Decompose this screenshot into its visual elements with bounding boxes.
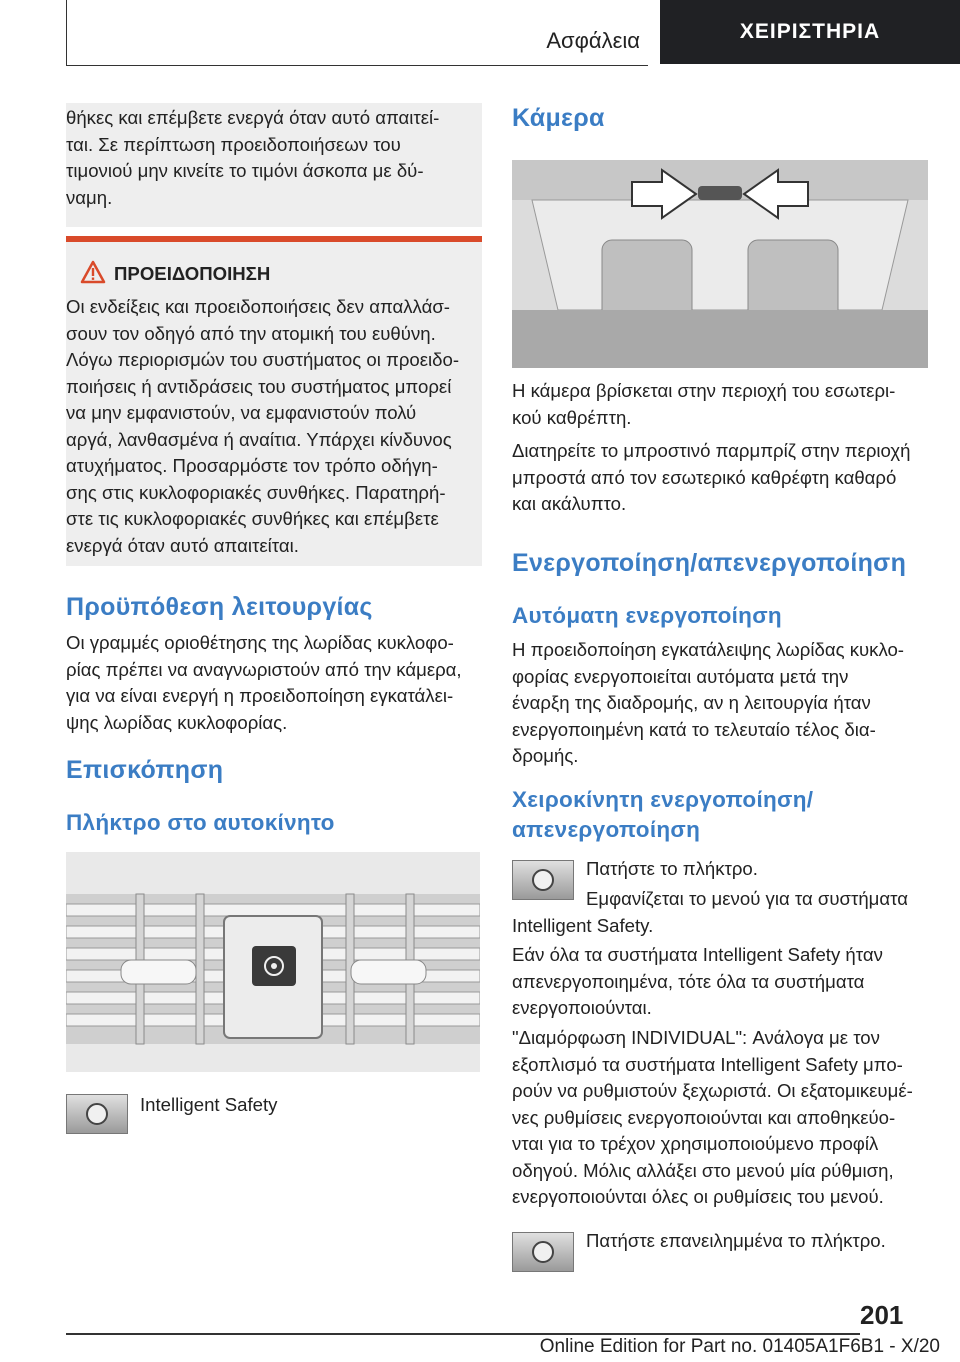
- individual-line: νται για το τρέχον χρησιμοποιούμενο προφίλ: [512, 1133, 879, 1154]
- warning-title: ΠΡΟΕΙΔΟΠΟΙΗΣΗ: [114, 263, 271, 284]
- camera-line: Η κάμερα βρίσκεται στην περιοχή του εσωτερι-: [512, 380, 896, 401]
- individual-line: ρούν να ρυθμιστούν ξεχωριστά. Οι εξατομικευμέ-: [512, 1080, 913, 1101]
- car-interior-illustration: [512, 160, 928, 368]
- intelligent-safety-button-icon: [66, 1094, 128, 1134]
- chapter-tab: ΧΕΙΡΙΣΤΗΡΙΑ: [660, 0, 960, 64]
- heading-camera: Κάμερα: [512, 104, 605, 132]
- warning-line: σουν τον οδηγό από την ατομική του ευθύνη.: [66, 322, 436, 344]
- prereq-line: ψης λωρίδας κυκλοφορίας.: [66, 711, 288, 733]
- press-button-text: Πατήστε το πλήκτρο.: [586, 858, 758, 879]
- intelligent-safety-button-icon: [512, 1232, 574, 1272]
- heading-overview: Επισκόπηση: [66, 756, 224, 784]
- auto-line: έναρξη της διαδρομής, αν η λειτουργία ήταν: [512, 692, 871, 713]
- heading-activation: Ενεργοποίηση/απενεργοποίηση: [512, 549, 907, 577]
- intro-line: ται. Σε περίπτωση προειδοποιήσεων του: [66, 133, 401, 155]
- warning-header: [66, 260, 482, 288]
- camera-line: Διατηρείτε το μπροστινό παρμπρίζ στην περιοχή: [512, 440, 911, 461]
- heading-button-in-car: Πλήκτρο στο αυτοκίνητο: [66, 810, 335, 835]
- heading-manual-1: Χειροκίνητη ενεργοποίηση/: [512, 787, 814, 812]
- all-off-line: απενεργοποιημένα, τότε όλα τα συστήματα: [512, 970, 865, 992]
- auto-line: δρομής.: [512, 745, 579, 766]
- edition-text: Online Edition for Part no. 01405A1F6B1 - X/20: [539, 1336, 940, 1357]
- all-off-line: Εάν όλα τα συστήματα Intelligent Safety ήταν: [512, 944, 883, 965]
- auto-line: ενεργοποιημένη κατά το τελευταίο τέλος δια-: [512, 718, 876, 740]
- warning-line: σης στις κυκλοφοριακές συνθήκες. Παρατηρή-: [66, 481, 446, 503]
- warning-box: [66, 242, 482, 566]
- intro-line: τιμονιού μην κινείτε το τιμόνι άσκοπα με δύ-: [66, 160, 424, 181]
- intro-line: ναμη.: [66, 186, 113, 208]
- individual-line: οδηγού. Μόλις αλλάξει στο μενού μία ρύθμιση,: [512, 1159, 894, 1181]
- individual-line: ενεργοποιούνται όλες οι ρυθμίσεις του μενού.: [512, 1186, 884, 1207]
- camera-line: μπροστά από τον εσωτερικό καθρέφτη καθαρό: [512, 466, 897, 488]
- prereq-line: Οι γραμμές οριοθέτησης της λωρίδας κυκλοφο-: [66, 632, 454, 653]
- warning-line: ενεργά όταν αυτό απαιτείται.: [66, 534, 299, 556]
- warning-line: ατυχήματος. Προσαρμόστε τον τρόπο οδήγη-: [66, 455, 438, 476]
- camera-line: και ακάλυπτο.: [512, 493, 627, 514]
- prereq-line: ρίας πρέπει να αναγνωριστούν από την κάμερα,: [66, 658, 462, 680]
- warning-line: Λόγω περιορισμών του συστήματος οι προειδο-: [66, 349, 460, 370]
- footer-rule: [66, 1333, 860, 1335]
- heading-prerequisite: Προϋπόθεση λειτουργίας: [66, 593, 373, 621]
- warning-triangle-icon: [80, 260, 106, 284]
- warning-line: να μην εμφανιστούν, να εμφανιστούν πολύ: [66, 402, 417, 423]
- prereq-line: για να είναι ενεργή η προειδοποίηση εγκατάλει-: [66, 685, 454, 706]
- button-photo: [66, 852, 480, 1072]
- warning-line: στε τις κυκλοφοριακές συνθήκες και επέμβετε: [66, 508, 439, 529]
- press-repeat-text: Πατήστε επανειλημμένα το πλήκτρο.: [586, 1230, 886, 1251]
- warning-line: Οι ενδείξεις και προειδοποιήσεις δεν απαλλάσ-: [66, 296, 450, 317]
- individual-line: εξοπλισμό τα συστήματα Intelligent Safety μπο-: [512, 1053, 903, 1075]
- individual-line: νες ρυθμίσεις ενεργοποιούνται και αποθηκεύο-: [512, 1106, 896, 1128]
- individual-line: "Διαμόρφωση INDIVIDUAL": Ανάλογα με τον: [512, 1027, 880, 1048]
- heading-manual-2: απενεργοποίηση: [512, 817, 701, 842]
- menu-line: Εμφανίζεται το μενού για τα συστήματα: [586, 888, 908, 909]
- heading-automatic: Αυτόματη ενεργοποίηση: [512, 603, 782, 628]
- camera-photo: [512, 160, 928, 368]
- all-off-line: ενεργοποιούνται.: [512, 997, 652, 1018]
- warning-line: ποιήσεις ή αντιδράσεις του συστήματος μπορεί: [66, 375, 452, 397]
- auto-line: Η προειδοποίηση εγκατάλειψης λωρίδας κυκλο-: [512, 639, 905, 660]
- air-vent-illustration: [66, 852, 480, 1072]
- menu-line: Intelligent Safety.: [512, 914, 654, 936]
- intro-block: [66, 103, 482, 227]
- intro-line: θήκες και επέμβετε ενεργά όταν αυτό απαιτεί-: [66, 107, 440, 128]
- page-number: 201: [860, 1300, 904, 1330]
- section-title: Ασφάλεια: [546, 28, 640, 53]
- warning-line: αργά, λανθασμένα ή αναίτια. Υπάρχει κίνδυνος: [66, 428, 452, 450]
- camera-line: κού καθρέπτη.: [512, 406, 632, 428]
- auto-line: φορίας ενεργοποιείται αυτόματα μετά την: [512, 665, 849, 687]
- button-label: Intelligent Safety: [140, 1094, 278, 1115]
